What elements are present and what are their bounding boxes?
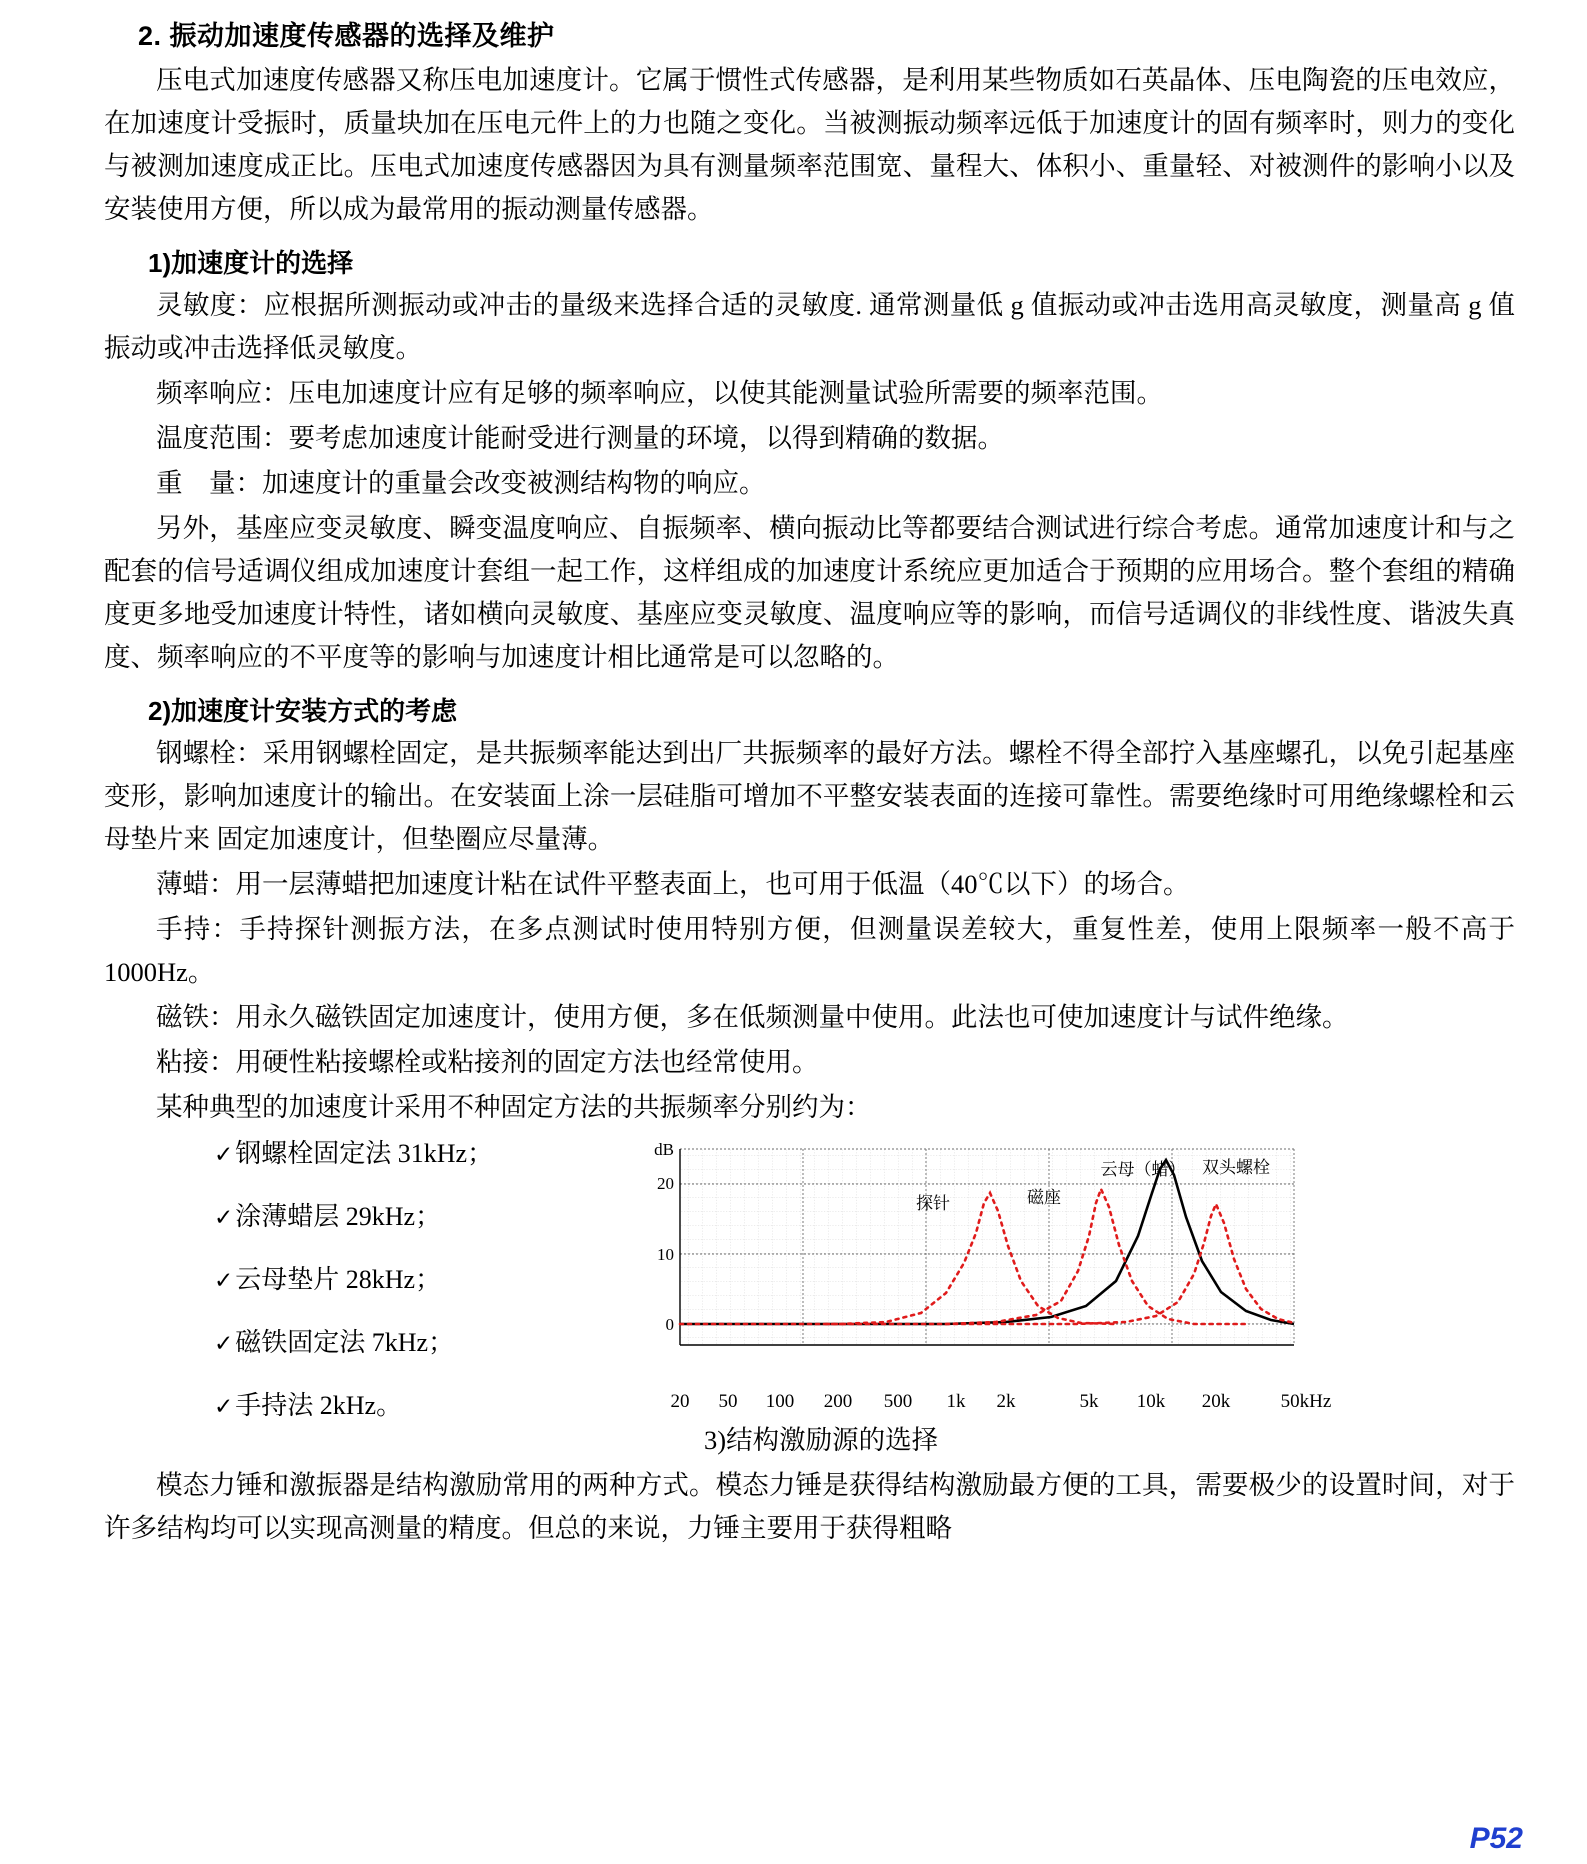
paragraph-frequency-response: 频率响应：压电加速度计应有足够的频率响应，以使其能测量试验所需要的频率范围。 bbox=[156, 378, 1163, 408]
check-icon: ✓ bbox=[214, 1394, 234, 1419]
bullet-list bbox=[104, 1135, 634, 1450]
chart-xtick-100: 100 bbox=[765, 1391, 795, 1412]
page-number: P52 bbox=[1469, 1822, 1523, 1855]
chart-xtick-20: 20 bbox=[670, 1391, 690, 1412]
list-item-label: 磁铁固定法 7kHz； bbox=[235, 1328, 455, 1357]
list-item bbox=[214, 1198, 634, 1237]
paragraph-handheld: 手持：手持探针测振方法，在多点测试时使用特别方便，但测量误差较大，重复性差，使用上限频率一般不高于 1000Hz。 bbox=[104, 914, 1515, 987]
bullets-and-chart bbox=[104, 1135, 1515, 1462]
chart-xtick-200: 200 bbox=[823, 1391, 853, 1412]
list-item bbox=[214, 1261, 634, 1300]
chart-xtick-1k: 1k bbox=[946, 1391, 966, 1412]
paragraph-steel-bolt: 钢螺栓：采用钢螺栓固定，是共振频率能达到出厂共振频率的最好方法。螺栓不得全部拧入基座螺孔，以免引起基座 变形，影响加速度计的输出。在安装面上涂一层硅脂可增加不平整安装表面的连接可靠性。需要绝缘时可用绝缘螺栓和云母垫片来 固定加速度计，但垫圈应尽量薄。 bbox=[104, 738, 1515, 854]
check-icon: ✓ bbox=[214, 1205, 234, 1230]
chart-xtick-20k: 20k bbox=[1201, 1391, 1231, 1412]
subsection-title-3: 3)结构激励源的选择 bbox=[704, 1425, 939, 1455]
paragraph-sensitivity: 灵敏度：应根据所测振动或冲击的量级来选择合适的灵敏度. 通常测量低 g 值振动或冲击选用高灵敏度，测量高 g 值振动或冲击选择低灵敏度。 bbox=[104, 290, 1515, 363]
list-item-label: 云母垫片 28kHz； bbox=[235, 1265, 442, 1294]
paragraph-typical-lead: 某种典型的加速度计采用不种固定方法的共振频率分别约为： bbox=[156, 1092, 872, 1122]
chart-annotation-double-bolt: 双头螺栓 bbox=[1202, 1158, 1270, 1177]
chart-plot-area bbox=[646, 1141, 1326, 1391]
paragraph-temperature-range: 温度范围：要考虑加速度计能耐受进行测量的环境，以得到精确的数据。 bbox=[156, 423, 1004, 453]
chart-annotation-magnet: 磁座 bbox=[1027, 1188, 1061, 1207]
chart-xtick-50: 50 bbox=[718, 1391, 738, 1412]
subsection-title-1: 1)加速度计的选择 bbox=[148, 248, 354, 278]
chart-xtick-5k: 5k bbox=[1079, 1391, 1099, 1412]
check-icon: ✓ bbox=[214, 1142, 234, 1167]
list-item-label: 涂薄蜡层 29kHz； bbox=[235, 1202, 442, 1231]
paragraph-additional: 另外，基座应变灵敏度、瞬变温度响应、自振频率、横向振动比等都要结合测试进行综合考虑。通常加速度计和与之配套的信号适调仪组成加速度计套组一起工作，这样组成的加速度计系统应更加适合于预期的应用场合。整个套组的精确度更多地受加速度计特性，诸如横向灵敏度、基座应变灵敏度、温度响应等的影响，而信号适调仪的非线性度、谐波失真度、频率响应的不平度等的影响与加速度计相比通常是可以忽略的。 bbox=[104, 513, 1515, 672]
chart-ytick-10: 10 bbox=[657, 1245, 674, 1264]
list-item-label: 手持法 2kHz。 bbox=[235, 1391, 403, 1420]
chart-annotation-mica: 云母（蜡） bbox=[1100, 1160, 1186, 1179]
chart-svg bbox=[646, 1141, 1326, 1391]
paragraph-intro: 压电式加速度传感器又称压电加速度计。它属于惯性式传感器，是利用某些物质如石英晶体、压电陶瓷的压电效应，在加速度计受振时，质量块加在压电元件上的力也随之变化。当被测振动频率远低于加速度计的固有频率时，则力的变化与被测加速度成正比。压电式加速度传感器因为具有测量频率范围宽、量程大、体积小、重量轻、对被测件的影响小以及安装使用方便，所以成为最常用的振动测量传感器。 bbox=[104, 65, 1515, 224]
section-title: 2. 振动加速度传感器的选择及维护 bbox=[138, 21, 555, 51]
paragraph-magnet: 磁铁：用永久磁铁固定加速度计，使用方便，多在低频测量中使用。此法也可使加速度计与试件绝缘。 bbox=[156, 1002, 1349, 1032]
check-icon: ✓ bbox=[214, 1268, 234, 1293]
check-icon: ✓ bbox=[214, 1331, 234, 1356]
chart-xtick-2k: 2k bbox=[996, 1391, 1016, 1412]
chart-xtick-50kHz: 50kHz bbox=[1280, 1391, 1332, 1412]
list-item bbox=[214, 1135, 634, 1174]
paragraph-thin-wax: 薄蜡：用一层薄蜡把加速度计粘在试件平整表面上，也可用于低温（40℃以下）的场合。 bbox=[156, 869, 1190, 899]
paragraph-weight: 重 量：加速度计的重量会改变被测结构物的响应。 bbox=[156, 468, 766, 498]
chart-ytick-20: 20 bbox=[657, 1174, 674, 1193]
chart-ylabel-unit: dB bbox=[654, 1141, 674, 1159]
chart-ytick-0: 0 bbox=[665, 1315, 674, 1334]
subsection-title-2: 2)加速度计安装方式的考虑 bbox=[148, 696, 458, 726]
list-item bbox=[214, 1324, 634, 1363]
list-item-label: 钢螺栓固定法 31kHz； bbox=[235, 1139, 494, 1168]
chart-xtick-10k: 10k bbox=[1136, 1391, 1166, 1412]
paragraph-excitation: 模态力锤和激振器是结构激励常用的两种方式。模态力锤是获得结构激励最方便的工具，需要极少的设置时间，对于许多结构均可以实现高测量的精度。但总的来说，力锤主要用于获得粗略 bbox=[104, 1470, 1515, 1543]
resonance-chart bbox=[634, 1135, 1515, 1462]
chart-x-axis-labels bbox=[646, 1391, 1332, 1419]
paragraph-adhesive: 粘接：用硬性粘接螺栓或粘接剂的固定方法也经常使用。 bbox=[156, 1047, 819, 1077]
list-item bbox=[214, 1387, 634, 1426]
chart-xtick-500: 500 bbox=[883, 1391, 913, 1412]
chart-annotation-probe: 探针 bbox=[916, 1194, 950, 1213]
